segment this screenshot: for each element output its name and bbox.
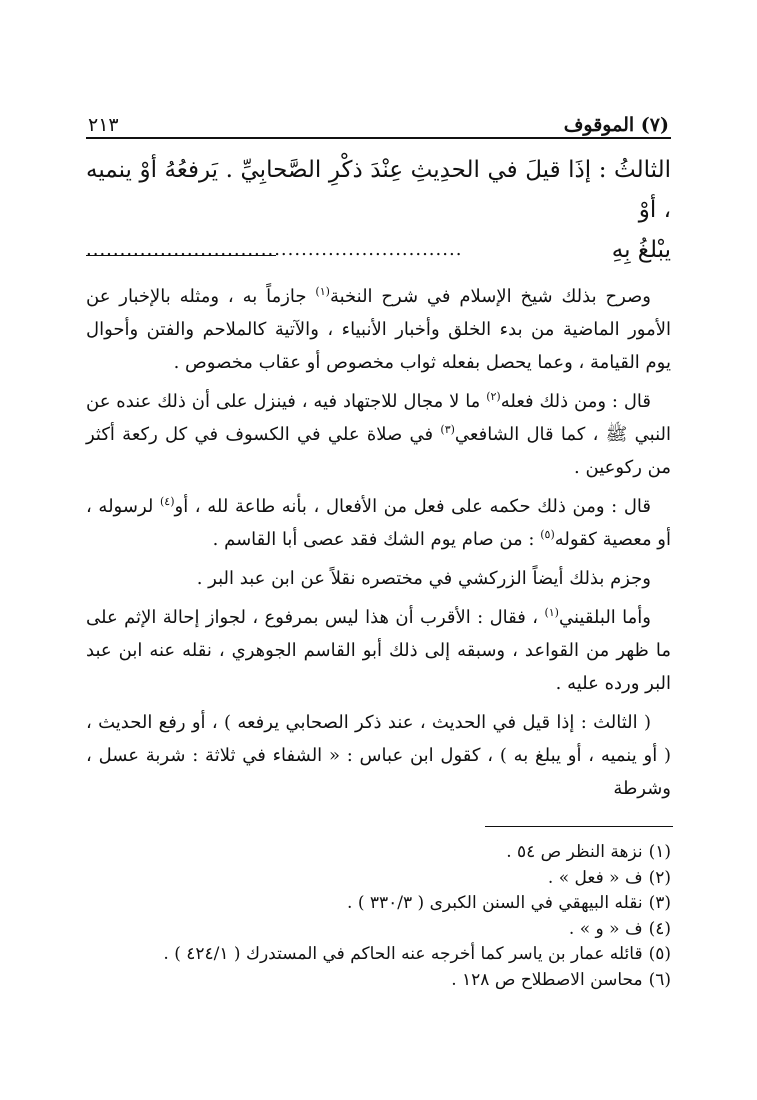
footnote-ref: (٥) — [540, 528, 555, 541]
footnote-item — [86, 942, 671, 968]
page-header — [88, 104, 669, 136]
matn-line-2 — [86, 230, 671, 270]
paragraph-3 — [86, 490, 671, 556]
footnote-item — [86, 866, 671, 892]
paragraph-5 — [86, 601, 671, 700]
paragraph-text: في صلاة علي في الكسوف في كل ركعة أكثر من ركوعين . — [86, 424, 671, 478]
footnote-number: (٣) — [648, 893, 671, 913]
paragraph-text: وأما البلقيني — [558, 607, 651, 628]
paragraph-6: ( الثالث : إذا قيل في الحديث ، عند ذكر الصحابي يرفعه ) ، أو رفع الحديث ، ( أو ينميه ، أو يبلغ به ) ، كقول ابن عباس : « الشفاء في ثلاثة : شربة عسل ، وشرطة — [86, 712, 671, 799]
paragraph-text: : من صام يوم الشك فقد عصى أبا القاسم . — [212, 529, 541, 550]
footnote-item — [86, 891, 671, 917]
paragraph-4: وجزم بذلك أيضاً الزركشي في مختصره نقلاً عن ابن عبد البر . — [196, 568, 651, 589]
footnote-text: قائله عمار بن ياسر كما أخرجه عنه الحاكم في المستدرك ( ٤٢٤/١ ) . — [163, 944, 643, 964]
footnote-number: (٦) — [648, 969, 671, 990]
footnote-number: (٤) — [648, 918, 671, 939]
footnote-item — [86, 968, 671, 994]
paragraph-text: جازماً به ، ومثله بالإخبار عن الأمور الماضية من بدء الخلق وأخبار الأنبياء ، والآتية كالملاحم والفتن وأحوال يوم القيامة ، وعما يحصل بفعله ثواب مخصوص أو عقاب مخصوص . — [86, 286, 671, 373]
matn-text — [86, 150, 671, 270]
footnote-ref: (١) — [315, 285, 330, 298]
footnote-ref: (٤) — [159, 495, 175, 508]
matn-line-2-text: يبْلغُ بِهِ — [611, 237, 671, 263]
footnote-text: نقله البيهقي في السنن الكبرى ( ٣٣٠/٣ ) . — [347, 893, 643, 913]
paragraph-text: قال : ومن ذلك حكمه على فعل من الأفعال ، بأنه طاعة لله ، أو — [174, 496, 652, 517]
footnote-item — [86, 917, 671, 943]
header-rule — [86, 137, 671, 139]
paragraph-text: قال : ومن ذلك فعله — [500, 391, 651, 412]
matn-line-1: الثالثُ : إذَا قيلَ في الحدِيثِ عِنْدَ ذكْرِ الصَّحابِيِّ . يَرفعُهُ أوْ ينميه ، أوْ — [86, 157, 671, 223]
paragraph-text: لرسوله ، أو معصية كقوله — [86, 496, 671, 550]
paragraph-text: ، فقال : الأقرب أن هذا ليس بمرفوع ، لجواز إحالة الإثم على ما ظهر من القواعد ، وسبقه إلى ذلك أبو القاسم الجوهري ، نقله عنه ابن عبد البر ورده عليه . — [86, 607, 671, 694]
footnote-rule — [485, 826, 673, 827]
footnote-ref: (٢) — [486, 390, 501, 403]
paragraph-text: وصرح بذلك شيخ الإسلام في شرح النخبة — [329, 286, 651, 307]
footnote-text: محاسن الاصطلاح ص ١٢٨ . — [451, 969, 643, 990]
footnote-ref: (٣) — [440, 423, 455, 436]
page-number: ٢١٣ — [88, 114, 119, 136]
matn-rule — [86, 255, 276, 256]
footnote-text: نزهة النظر ص ٥٤ . — [506, 842, 643, 862]
paragraph-1 — [86, 280, 671, 379]
footnotes — [86, 840, 671, 993]
footnote-item — [86, 840, 671, 866]
footnote-number: (٥) — [648, 944, 671, 964]
footnote-ref: (١) — [544, 606, 559, 619]
paragraph-text: ما لا مجال للاجتهاد فيه ، فينزل على أن ذلك عنده عن النبي ﷺ ، كما قال الشافعي — [86, 391, 671, 445]
footnote-text: ف « فعل » . — [547, 867, 643, 888]
commentary-body — [86, 280, 671, 811]
matn-dots: ........................................................ — [86, 239, 463, 260]
footnote-text: ف « و » . — [568, 918, 643, 939]
footnote-number: (٢) — [648, 867, 671, 888]
chapter-title: (٧) الموقوف — [563, 114, 669, 136]
footnote-number: (١) — [648, 842, 671, 862]
paragraph-2 — [86, 385, 671, 484]
